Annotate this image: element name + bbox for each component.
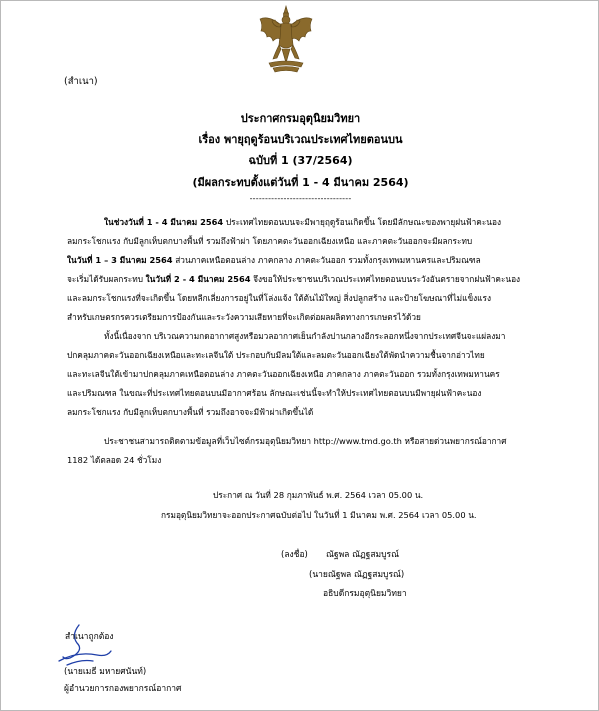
paragraph-1-line-6: สำหรับเกษตรกรควรเตรียมการป้องกันและระวังความเสียหายที่จะเกิดต่อผลผลิตทางการเกษตรไว้ด้วย [67, 312, 421, 322]
paragraph-1-line-5: และลมกระโชกแรงที่จะเกิดขึ้น โดยหลีกเลี่ยงการอยู่ในที่โล่งแจ้ง ใต้ต้นไม้ใหญ่ สิ่งปลูกสร้าง และป้ายโฆษณาที่ไม่แข็งแรง [67, 293, 492, 303]
paragraph-1-line-4: จะเริ่มได้รับผลกระทบ ในวันที่ 2 - 4 มีนาคม 2564 จึงขอให้ประชาชนบริเวณประเทศไทยตอนบนระวังอันตรายจากฝนฟ้าคะนอง [67, 274, 521, 284]
announcement-issue: ฉบับที่ 1 (37/2564) [248, 154, 353, 167]
signer-position: อธิบดีกรมอุตุนิยมวิทยา [323, 589, 407, 599]
header-separator: --------------------------------- [249, 194, 352, 203]
paragraph-2-line-5: ลมกระโชกแรง กับมีลูกเห็บตกบางพื้นที่ รวมถึงอาจจะมีฟ้าผ่าเกิดขึ้นได้ [67, 407, 314, 417]
signer-name: ณัฐพล ณัฏฐสมบูรณ์ [326, 550, 400, 560]
announcement-subject: เรื่อง พายุฤดูร้อนบริเวณประเทศไทยตอนบน [198, 133, 403, 146]
announcement-title: ประกาศกรมอุตุนิยมวิทยา [240, 112, 361, 125]
paragraph-2-line-2: ปกคลุมภาคตะวันออกเฉียงเหนือและทะเลจีนใต้ ประกอบกับมีลมใต้และลมตะวันออกเฉียงใต้พัดนำความชื้นจากอ่าวไทย [67, 350, 485, 360]
certifier-position: ผู้อำนวยการกองพยากรณ์อากาศ [64, 684, 182, 694]
certified-copy-label: สำเนาถูกต้อง [65, 632, 114, 642]
certifier-name: (นายเมธี มหายศนันท์) [64, 667, 147, 677]
paragraph-2-line-4: และปริมณฑล ในขณะที่ประเทศไทยตอนบนมีอากาศร้อน ลักษณะเช่นนี้จะทำให้ประเทศไทยตอนบนมีพายุฝนฟ้าคะนอง [67, 388, 482, 398]
next-announcement-line: กรมอุตุนิยมวิทยาจะออกประกาศฉบับต่อไป ในวันที่ 1 มีนาคม พ.ศ. 2564 เวลา 05.00 น. [161, 510, 477, 520]
signed-label: (ลงชื่อ) [281, 550, 308, 560]
announce-date-line: ประกาศ ณ วันที่ 28 กุมภาพันธ์ พ.ศ. 2564 เวลา 05.00 น. [213, 490, 424, 500]
paragraph-1-line-3: ในวันที่ 1 – 3 มีนาคม 2564 ส่วนภาคเหนือตอนล่าง ภาคกลาง ภาคตะวันออก รวมทั้งกรุงเทพมหานครและปริมณฑล [67, 255, 481, 265]
paragraph-3-line-1: ประชาชนสามารถติดตามข้อมูลที่เว็บไซต์กรมอุตุนิยมวิทยา http://www.tmd.go.th หรือสายด่วนพยากรณ์อากาศ [104, 436, 507, 446]
paragraph-1-line-2: ลมกระโชกแรง กับมีลูกเห็บตกบางพื้นที่ รวมถึงฟ้าผ่า โดยภาคตะวันออกเฉียงเหนือ และภาคตะวันออกจะมีผลกระทบ [67, 236, 473, 246]
announcement-effective-dates: (มีผลกระทบตั้งแต่วันที่ 1 - 4 มีนาคม 2564) [192, 176, 409, 189]
paragraph-2-line-3: และทะเลจีนใต้เข้ามาปกคลุมภาคเหนือตอนล่าง ภาคตะวันออกเฉียงเหนือ ภาคกลาง ภาคตะวันออก รวมทั้งกรุงเทพมหานคร [67, 369, 500, 379]
handwritten-signature-icon [57, 621, 113, 667]
signer-full-name: (นายณัฐพล ณัฏฐสมบูรณ์) [309, 570, 405, 580]
paragraph-2-line-1: ทั้งนี้เนื่องจาก บริเวณความกดอากาศสูงหรือมวลอากาศเย็นกำลังปานกลางอีกระลอกหนึ่งจากประเทศจีนจะแผ่ลงมา [104, 331, 506, 341]
garuda-emblem-icon [257, 5, 315, 73]
paragraph-3-line-2: 1182 ได้ตลอด 24 ชั่วโมง [67, 455, 162, 465]
paragraph-1-line-1: ในช่วงวันที่ 1 - 4 มีนาคม 2564 ประเทศไทยตอนบนจะมีพายุฤดูร้อนเกิดขึ้น โดยมีลักษณะของพายุฝนฟ้าคะนอง [104, 217, 501, 227]
copy-label: (สำเนา) [64, 76, 98, 87]
